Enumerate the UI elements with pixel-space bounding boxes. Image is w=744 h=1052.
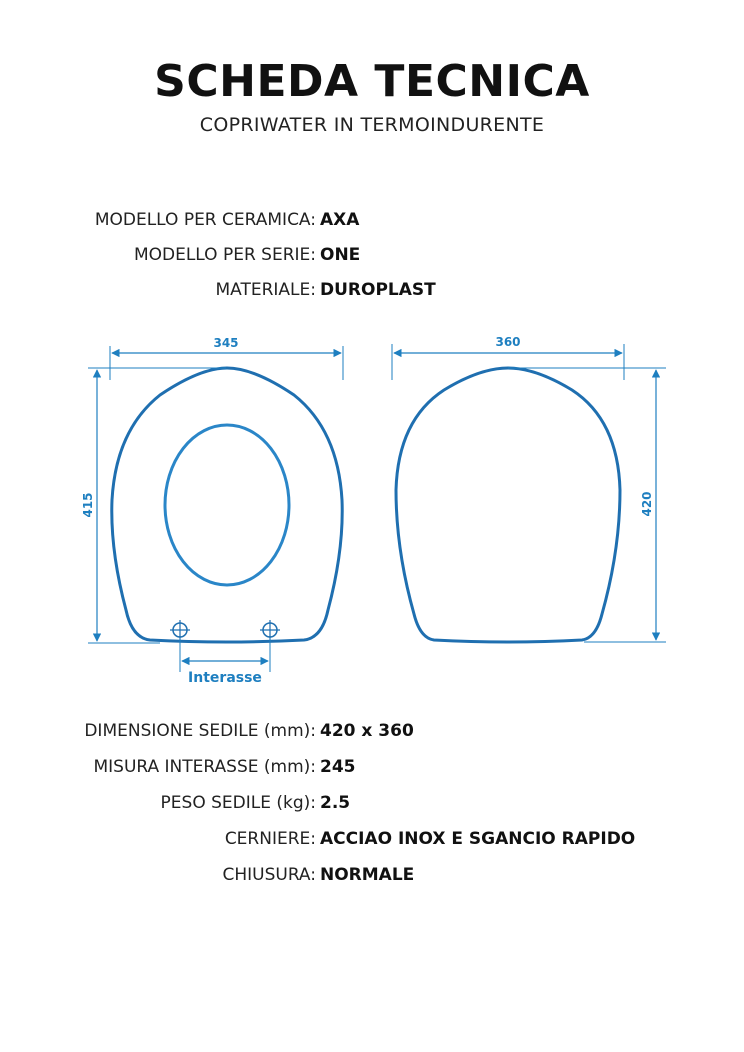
spec-row-chiusura: [0, 865, 744, 889]
seat-width-label: 345: [213, 336, 239, 350]
spec-label: DIMENSIONE SEDILE (mm):: [84, 721, 316, 741]
spec-row-materiale: [0, 280, 744, 304]
spec-row-cerniere: [0, 829, 744, 853]
interasse-label: Interasse: [188, 670, 262, 686]
hinge-hole-left: [170, 620, 190, 640]
spec-row-serie: [0, 245, 744, 269]
spec-value: ONE: [320, 245, 361, 265]
spec-label: MISURA INTERASSE (mm):: [93, 757, 316, 777]
page-title: SCHEDA TECNICA: [154, 56, 590, 107]
technical-drawing: [0, 320, 744, 700]
spec-value: 245: [320, 757, 356, 777]
spec-label: MATERIALE:: [215, 280, 316, 300]
seat-height-label: 415: [81, 492, 95, 518]
lid-width-label: 360: [495, 335, 521, 349]
spec-value: 2.5: [320, 793, 351, 813]
spec-value: 420 x 360: [320, 721, 414, 741]
spec-value: ACCIAO INOX E SGANCIO RAPIDO: [320, 829, 636, 849]
seat-drawing: [81, 336, 343, 686]
seat-outline: [112, 368, 342, 642]
spec-row-dimensione: [0, 721, 744, 745]
lid-drawing: [392, 335, 666, 642]
spec-label: MODELLO PER SERIE:: [133, 245, 316, 265]
spec-label: MODELLO PER CERAMICA:: [94, 210, 316, 230]
spec-label: CHIUSURA:: [222, 865, 316, 885]
spec-row-ceramica: [0, 210, 744, 234]
hinge-hole-right: [260, 620, 280, 640]
page-subtitle: COPRIWATER IN TERMOINDURENTE: [199, 114, 545, 136]
spec-value: NORMALE: [320, 865, 415, 885]
spec-row-interasse: [0, 757, 744, 781]
spec-value: AXA: [320, 210, 360, 230]
lid-outline: [396, 368, 620, 642]
seat-inner-opening: [165, 425, 289, 585]
lid-height-label: 420: [640, 491, 654, 517]
spec-label: CERNIERE:: [224, 829, 316, 849]
spec-label: PESO SEDILE (kg):: [160, 793, 316, 813]
spec-value: DUROPLAST: [320, 280, 436, 300]
spec-row-peso: [0, 793, 744, 817]
